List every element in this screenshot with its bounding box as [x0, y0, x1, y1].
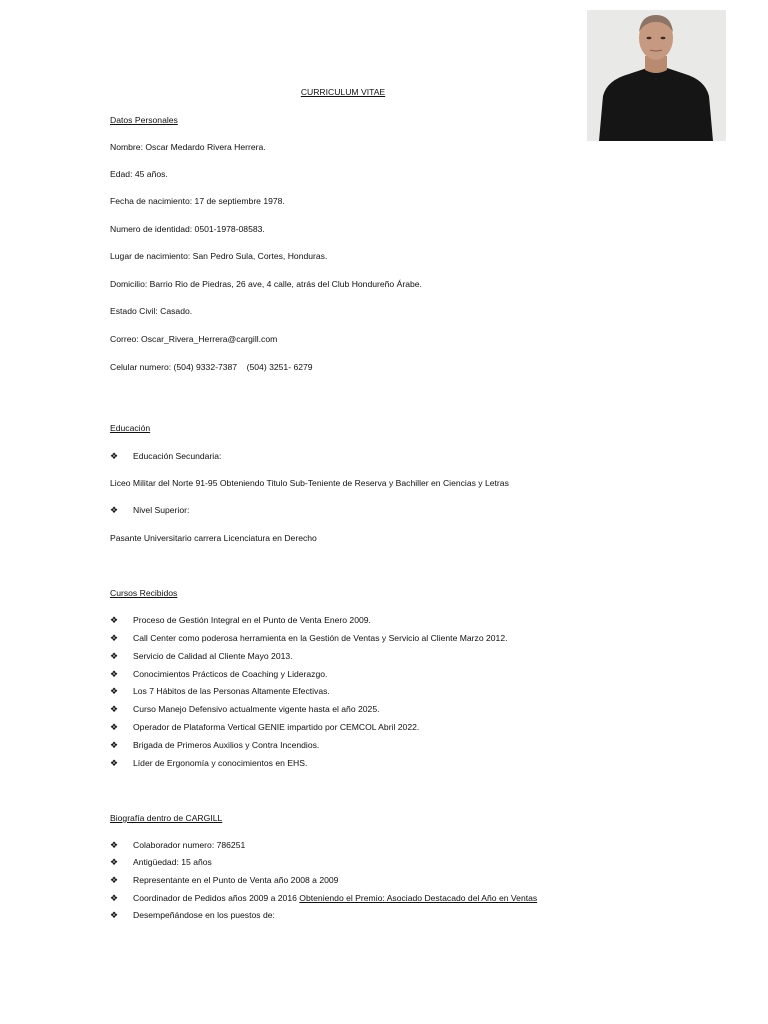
personal-name: Nombre: Oscar Medardo Rivera Herrera. — [110, 142, 266, 152]
page-title: CURRICULUM VITAE — [300, 87, 386, 97]
bullet-icon: ❖ — [110, 669, 119, 679]
bullet-icon: ❖ — [110, 686, 119, 696]
section-heading-personal: Datos Personales — [110, 115, 178, 125]
personal-id-number: Numero de identidad: 0501-1978-08583. — [110, 224, 265, 234]
bullet-icon: ❖ — [110, 615, 119, 625]
biography-item: Antigüedad: 15 años — [133, 857, 212, 867]
course-item: Curso Manejo Defensivo actualmente vigente hasta el año 2025. — [133, 704, 380, 714]
bullet-icon: ❖ — [110, 704, 119, 714]
list-item — [0, 669, 768, 681]
education-higher-label: Nivel Superior: — [133, 505, 190, 515]
bullet-icon: ❖ — [110, 633, 119, 643]
list-item — [0, 651, 768, 663]
list-item — [0, 722, 768, 734]
personal-email: Correo: Oscar_Rivera_Herrera@cargill.com — [110, 334, 278, 344]
personal-civil-status: Estado Civil: Casado. — [110, 306, 193, 316]
list-item — [0, 758, 768, 770]
list-item — [0, 857, 768, 869]
course-item: Brigada de Primeros Auxilios y Contra Incendios. — [133, 740, 320, 750]
list-item — [0, 740, 768, 752]
personal-birthplace: Lugar de nacimiento: San Pedro Sula, Cortes, Honduras. — [110, 251, 328, 261]
course-item: Conocimientos Prácticos de Coaching y Liderazgo. — [133, 669, 328, 679]
bullet-icon: ❖ — [110, 875, 119, 885]
education-higher-detail: Pasante Universitario carrera Licenciatura en Derecho — [110, 533, 317, 543]
biography-item: Colaborador numero: 786251 — [133, 840, 246, 850]
list-item — [0, 704, 768, 716]
list-item — [0, 451, 768, 463]
course-item: Call Center como poderosa herramienta en la Gestión de Ventas y Servicio al Cliente Marzo 2012. — [133, 633, 508, 643]
course-item: Líder de Ergonomía y conocimientos en EHS. — [133, 758, 308, 768]
bullet-icon: ❖ — [110, 451, 119, 461]
bullet-icon: ❖ — [110, 910, 119, 920]
bullet-icon: ❖ — [110, 740, 119, 750]
section-heading-education: Educación — [110, 423, 151, 433]
personal-phone: Celular numero: (504) 9332-7387 (504) 3251- 6279 — [110, 362, 313, 372]
list-item — [0, 840, 768, 852]
list-item — [0, 686, 768, 698]
personal-address: Domicilio: Barrio Rio de Piedras, 26 ave, 4 calle, atrás del Club Hondureño Árabe. — [110, 279, 422, 289]
course-item: Servicio de Calidad al Cliente Mayo 2013. — [133, 651, 293, 661]
section-heading-courses: Cursos Recibidos — [110, 588, 178, 598]
course-item: Operador de Plataforma Vertical GENIE impartido por CEMCOL Abril 2022. — [133, 722, 420, 732]
bullet-icon: ❖ — [110, 857, 119, 867]
biography-item: Representante en el Punto de Venta año 2008 a 2009 — [133, 875, 339, 885]
list-item — [0, 893, 768, 905]
biography-item: Desempeñándose en los puestos de: — [133, 910, 275, 920]
list-item — [0, 505, 768, 517]
bullet-icon: ❖ — [110, 893, 119, 903]
biography-item-text: Coordinador de Pedidos años 2009 a 2016 — [133, 893, 297, 903]
bullet-icon: ❖ — [110, 505, 119, 515]
list-item — [0, 615, 768, 627]
section-heading-biography: Biografía dentro de CARGILL — [110, 813, 223, 823]
bullet-icon: ❖ — [110, 840, 119, 850]
bullet-icon: ❖ — [110, 758, 119, 768]
bullet-icon: ❖ — [110, 722, 119, 732]
biography-award: Obteniendo el Premio: Asociado Destacado del Año en Ventas — [299, 893, 538, 903]
education-secondary-detail: Liceo Militar del Norte 91-95 Obteniendo Titulo Sub-Teniente de Reserva y Bachiller en Ciencias y Letras — [110, 478, 509, 488]
course-item: Los 7 Hábitos de las Personas Altamente Efectivas. — [133, 686, 330, 696]
bullet-icon: ❖ — [110, 651, 119, 661]
personal-birthdate: Fecha de nacimiento: 17 de septiembre 1978. — [110, 196, 285, 206]
list-item — [0, 633, 768, 645]
course-item: Proceso de Gestión Integral en el Punto de Venta Enero 2009. — [133, 615, 371, 625]
biography-item — [133, 893, 537, 903]
personal-age: Edad: 45 años. — [110, 169, 168, 179]
profile-photo — [587, 10, 726, 141]
list-item — [0, 875, 768, 887]
list-item — [0, 910, 768, 922]
education-secondary-label: Educación Secundaria: — [133, 451, 222, 461]
